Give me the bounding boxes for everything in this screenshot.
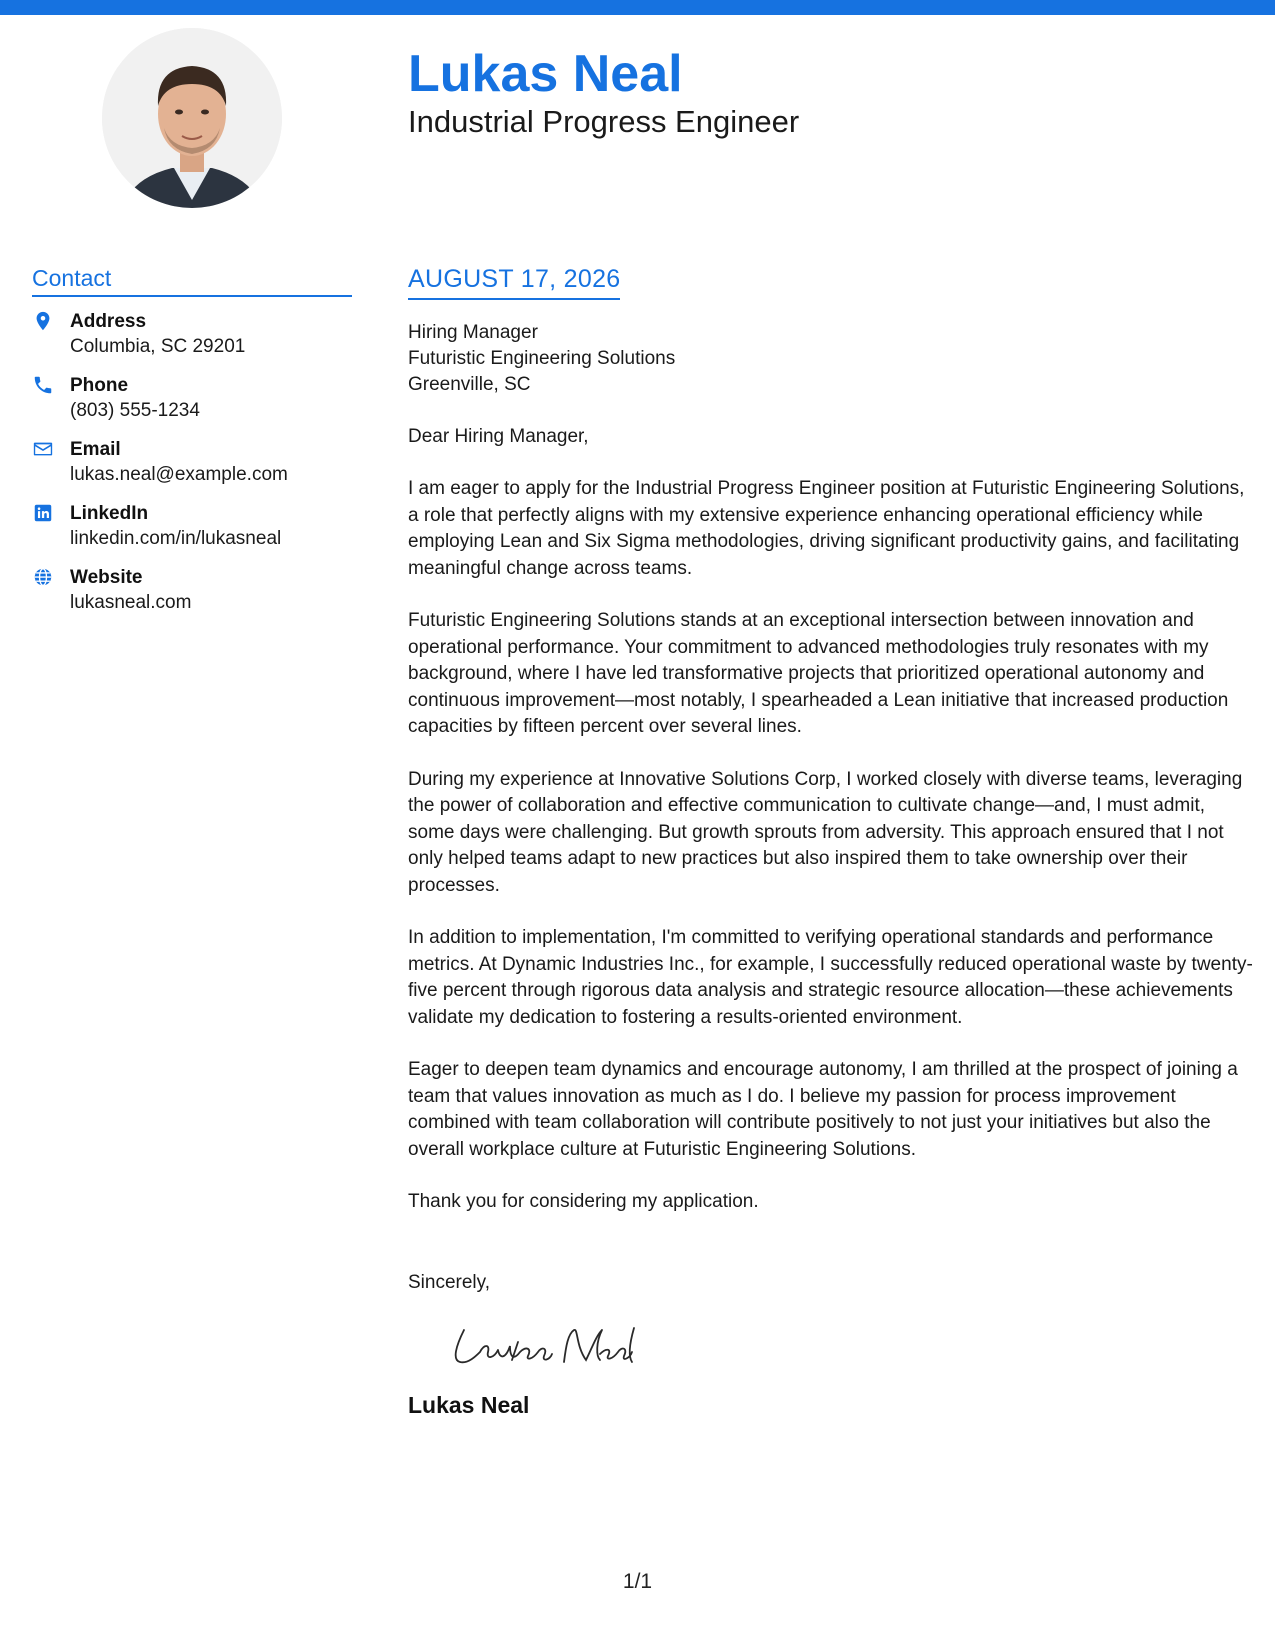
handwritten-signature bbox=[446, 1316, 646, 1372]
contact-heading: Contact bbox=[32, 265, 352, 297]
letter-paragraph: Thank you for considering my application. bbox=[408, 1191, 759, 1212]
recipient-block bbox=[408, 320, 1253, 398]
letter-paragraph: In addition to implementation, I'm committed to verifying operational standards and performance metrics. At Dynamic Industries Inc., for example, I successfully reduced operational waste by twenty-five percent through rigorous data analysis and strategic resource allocation—these achievements validate my dedication to fostering a results-oriented environment. bbox=[408, 927, 1253, 1028]
contact-value: Columbia, SC 29201 bbox=[70, 336, 246, 357]
email-icon bbox=[32, 438, 54, 460]
contact-value: lukas.neal@example.com bbox=[70, 464, 288, 485]
contact-label: Address bbox=[70, 311, 147, 332]
salutation: Dear Hiring Manager, bbox=[408, 426, 589, 447]
contact-sidebar bbox=[32, 265, 352, 629]
contact-email bbox=[32, 437, 352, 487]
letter-date: AUGUST 17, 2026 bbox=[408, 265, 620, 300]
letter-paragraph: I am eager to apply for the Industrial Progress Engineer position at Futuristic Engineering Solutions, a role that perfectly aligns with my extensive experience enhancing operational efficiency while employing Lean and Six Sigma methodologies, driving significant productivity gains, and facilitating meaningful change across teams. bbox=[408, 478, 1245, 579]
contact-value: linkedin.com/in/lukasneal bbox=[70, 528, 282, 549]
contact-label: Website bbox=[70, 567, 143, 588]
globe-icon bbox=[32, 566, 54, 588]
applicant-name: Lukas Neal bbox=[408, 45, 683, 103]
job-title: Industrial Progress Engineer bbox=[408, 104, 800, 139]
letter-paragraph: Eager to deepen team dynamics and encourage autonomy, I am thrilled at the prospect of joining a team that values innovation as much as I do. I believe my passion for process improvement combined with team collaboration will contribute positively to not just your initiatives but also the overall workplace culture at Futuristic Engineering Solutions. bbox=[408, 1059, 1238, 1160]
contact-label: LinkedIn bbox=[70, 503, 149, 524]
contact-label: Email bbox=[70, 439, 121, 460]
closing: Sincerely, bbox=[408, 1271, 491, 1293]
contact-address bbox=[32, 309, 352, 359]
page-number: 1/1 bbox=[622, 1570, 653, 1593]
phone-icon bbox=[32, 374, 54, 396]
contact-label: Phone bbox=[70, 375, 129, 396]
map-pin-icon bbox=[32, 310, 54, 332]
recipient-line: Hiring Manager bbox=[408, 322, 538, 343]
profile-photo bbox=[102, 28, 282, 208]
letter-paragraph: Futuristic Engineering Solutions stands at an exceptional intersection between innovation and operational performance. Your commitment to advanced methodologies truly resonates with my background, where I have led transformative projects that prioritized operational autonomy and continuous improvement—most notably, I spearheaded a Lean initiative that increased production capacities by fifteen percent over several lines. bbox=[408, 610, 1229, 737]
contact-phone bbox=[32, 373, 352, 423]
contact-list bbox=[32, 309, 352, 615]
signer-name: Lukas Neal bbox=[408, 1391, 530, 1418]
top-accent-bar bbox=[0, 0, 1275, 15]
recipient-line: Futuristic Engineering Solutions bbox=[408, 348, 676, 369]
contact-linkedin bbox=[32, 501, 352, 551]
letter-paragraph: During my experience at Innovative Solutions Corp, I worked closely with diverse teams, leveraging the power of collaboration and effective communication to cultivate change—and, I must admit, some days were challenging. But growth sprouts from adversity. This approach ensured that I not only helped teams adapt to new practices but also inspired them to take ownership over their processes. bbox=[408, 768, 1243, 896]
contact-value: (803) 555-1234 bbox=[70, 400, 200, 421]
contact-website bbox=[32, 565, 352, 615]
header bbox=[408, 42, 799, 140]
recipient-line: Greenville, SC bbox=[408, 374, 531, 395]
contact-value: lukasneal.com bbox=[70, 592, 192, 613]
linkedin-icon bbox=[32, 502, 54, 524]
letter-body bbox=[408, 265, 1253, 1419]
